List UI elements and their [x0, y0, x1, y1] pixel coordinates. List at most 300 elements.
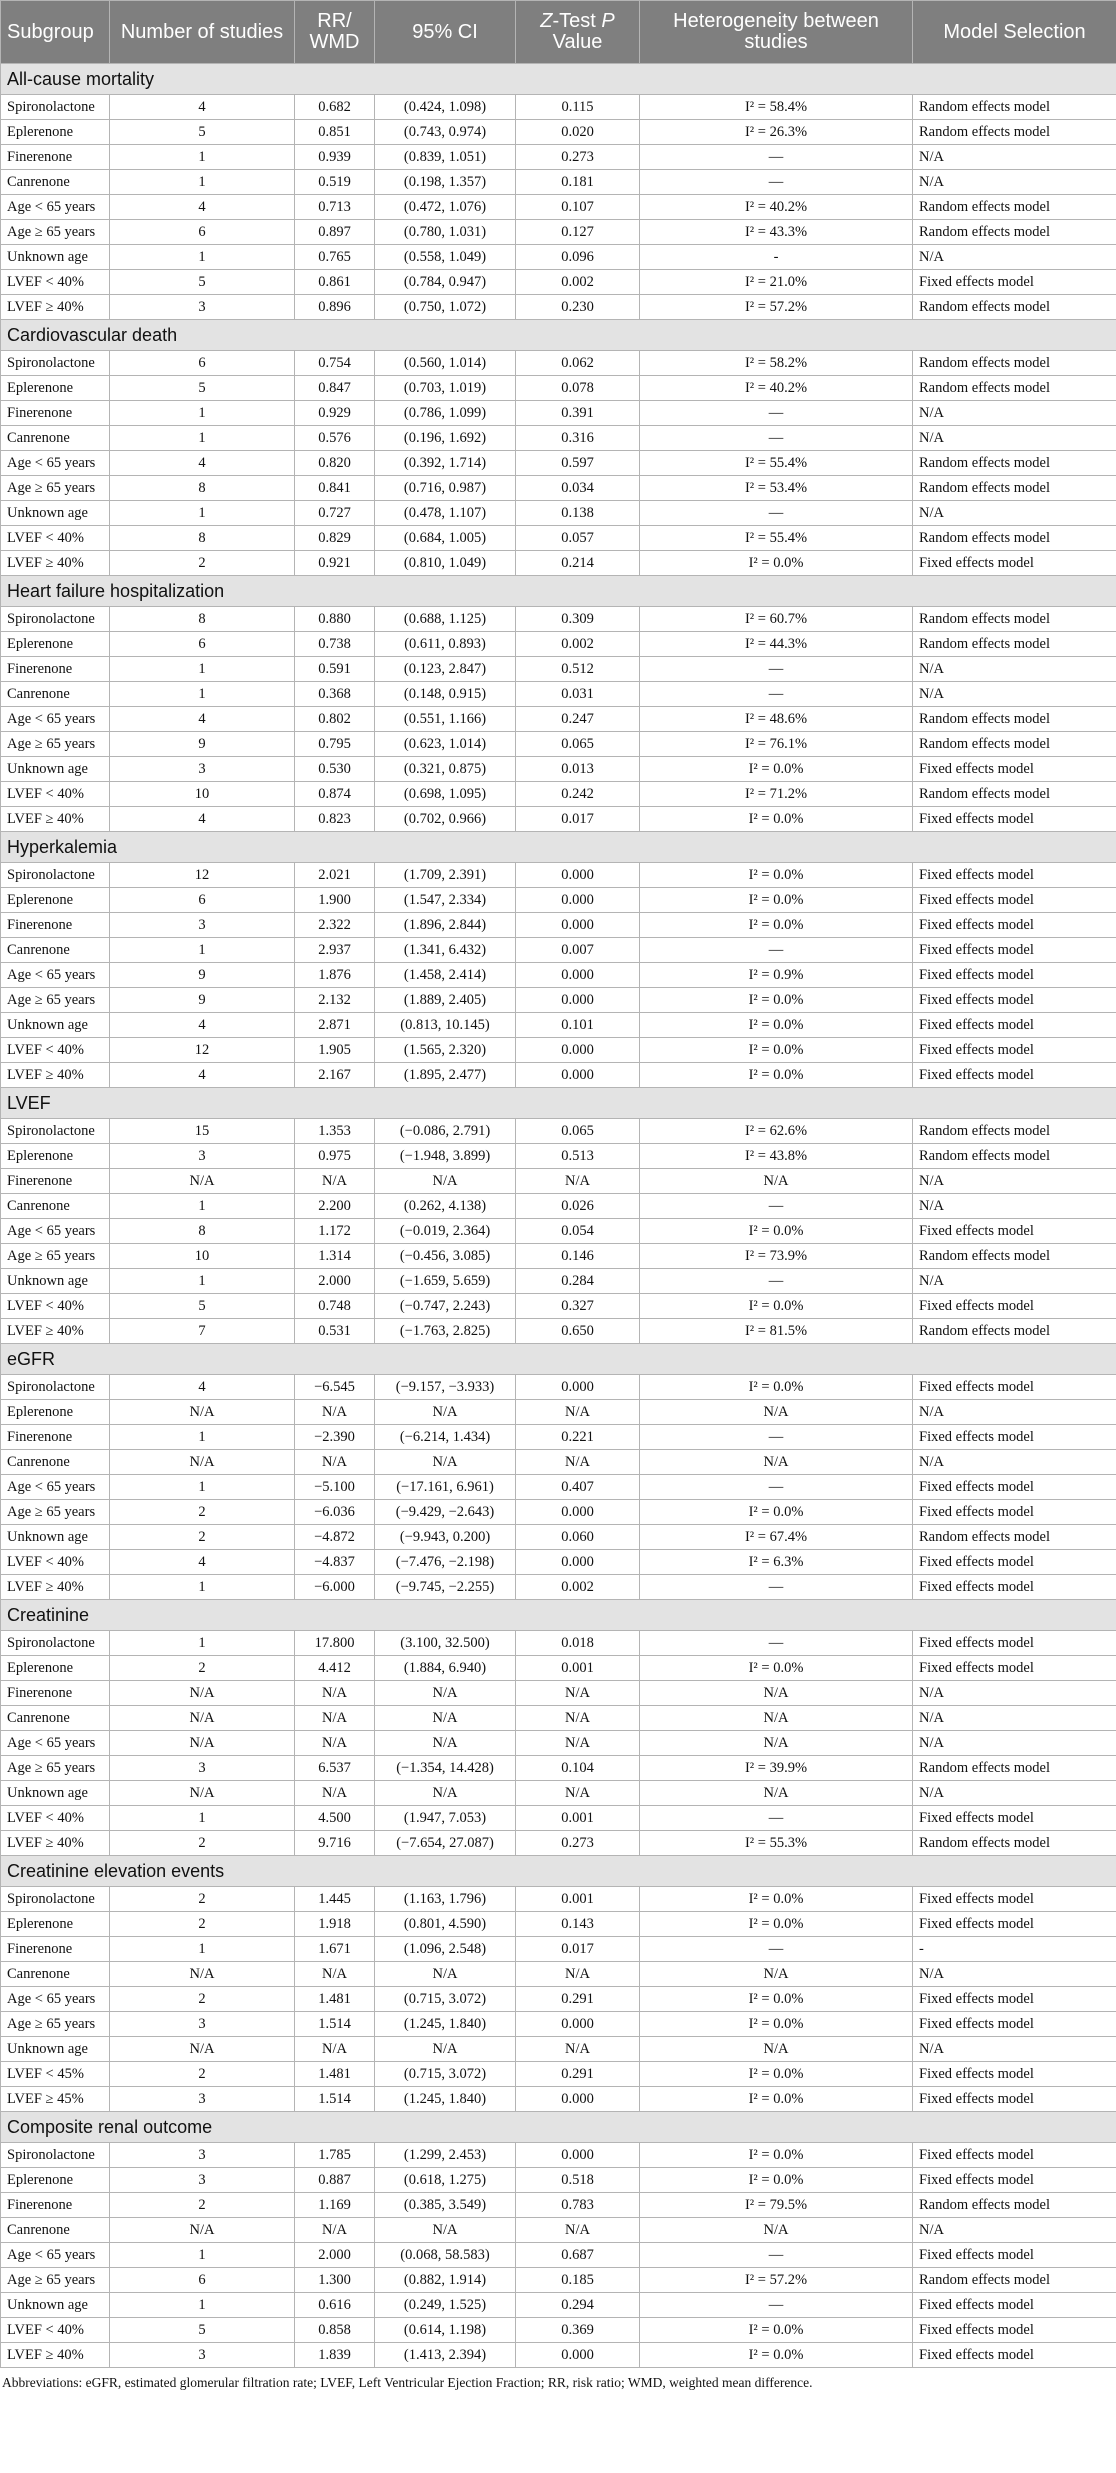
section-row-composite-renal-outcome [1, 2112, 1116, 2143]
studies-cell: 1 [110, 1937, 295, 1962]
heterogeneity-cell: — [640, 1475, 913, 1500]
model-selection-cell: Random effects model [913, 476, 1116, 501]
p-value-cell: N/A [516, 1962, 640, 1987]
ci-cell: (1.458, 2.414) [375, 963, 516, 988]
studies-cell: 1 [110, 401, 295, 426]
p-value-cell: 0.273 [516, 1831, 640, 1856]
studies-cell: 8 [110, 526, 295, 551]
table-row [1, 2218, 1116, 2243]
p-value-cell: 0.316 [516, 426, 640, 451]
subgroup-cell: Canrenone [1, 682, 110, 707]
studies-cell: 5 [110, 2318, 295, 2343]
section-title: Composite renal outcome [1, 2112, 1116, 2143]
model-selection-cell: Fixed effects model [913, 1987, 1116, 2012]
p-value-cell: N/A [516, 1169, 640, 1194]
ci-cell: (0.623, 1.014) [375, 732, 516, 757]
model-selection-cell: Fixed effects model [913, 1656, 1116, 1681]
rr-wmd-cell: 0.576 [295, 426, 375, 451]
ci-cell: (0.148, 0.915) [375, 682, 516, 707]
heterogeneity-cell: I² = 0.0% [640, 1912, 913, 1937]
studies-cell: 1 [110, 938, 295, 963]
p-value-cell: 0.000 [516, 913, 640, 938]
p-value-cell: 0.247 [516, 707, 640, 732]
ci-cell: (0.750, 1.072) [375, 295, 516, 320]
studies-cell: 1 [110, 1475, 295, 1500]
rr-wmd-cell: 0.530 [295, 757, 375, 782]
heterogeneity-cell: I² = 76.1% [640, 732, 913, 757]
rr-wmd-cell: 0.795 [295, 732, 375, 757]
section-title: All-cause mortality [1, 64, 1116, 95]
table-row [1, 1887, 1116, 1912]
rr-wmd-cell: 0.616 [295, 2293, 375, 2318]
subgroup-cell: Age ≥ 65 years [1, 2268, 110, 2293]
ci-cell: (0.618, 1.275) [375, 2168, 516, 2193]
heterogeneity-cell: I² = 43.3% [640, 220, 913, 245]
p-value-cell: 0.031 [516, 682, 640, 707]
ci-cell: (−0.747, 2.243) [375, 1294, 516, 1319]
table-row [1, 1575, 1116, 1600]
heterogeneity-cell: — [640, 2293, 913, 2318]
studies-cell: 1 [110, 426, 295, 451]
subgroup-cell: Finerenone [1, 2193, 110, 2218]
heterogeneity-cell: I² = 44.3% [640, 632, 913, 657]
table-row [1, 451, 1116, 476]
rr-wmd-cell: 2.937 [295, 938, 375, 963]
model-selection-cell: Fixed effects model [913, 988, 1116, 1013]
heterogeneity-cell: I² = 40.2% [640, 376, 913, 401]
table-row [1, 2143, 1116, 2168]
subgroup-cell: LVEF < 40% [1, 1294, 110, 1319]
rr-wmd-cell: 1.905 [295, 1038, 375, 1063]
rr-wmd-cell: −5.100 [295, 1475, 375, 1500]
subgroup-cell: LVEF ≥ 45% [1, 2087, 110, 2112]
model-selection-cell: Fixed effects model [913, 1013, 1116, 1038]
subgroup-cell: LVEF ≥ 40% [1, 551, 110, 576]
heterogeneity-cell: — [640, 401, 913, 426]
ci-cell: (1.299, 2.453) [375, 2143, 516, 2168]
subgroup-cell: LVEF ≥ 40% [1, 1831, 110, 1856]
rr-wmd-cell: N/A [295, 1962, 375, 1987]
p-value-cell: 0.000 [516, 863, 640, 888]
heterogeneity-cell: I² = 0.0% [640, 2062, 913, 2087]
table-row [1, 1063, 1116, 1088]
rr-wmd-cell: −4.837 [295, 1550, 375, 1575]
heterogeneity-cell: I² = 0.0% [640, 551, 913, 576]
model-selection-cell: Fixed effects model [913, 963, 1116, 988]
ci-cell: (1.245, 1.840) [375, 2012, 516, 2037]
model-selection-cell: Fixed effects model [913, 1038, 1116, 1063]
section-title: Creatinine [1, 1600, 1116, 1631]
ci-cell: (0.262, 4.138) [375, 1194, 516, 1219]
model-selection-cell: Random effects model [913, 1756, 1116, 1781]
table-row [1, 1987, 1116, 2012]
rr-wmd-cell: 2.000 [295, 2243, 375, 2268]
ci-cell: (3.100, 32.500) [375, 1631, 516, 1656]
ci-cell: (0.196, 1.692) [375, 426, 516, 451]
ci-cell: N/A [375, 2218, 516, 2243]
model-selection-cell: Fixed effects model [913, 270, 1116, 295]
studies-cell: 12 [110, 1038, 295, 1063]
table-row [1, 295, 1116, 320]
ci-cell: N/A [375, 1450, 516, 1475]
model-selection-cell: Random effects model [913, 195, 1116, 220]
rr-wmd-cell: −6.000 [295, 1575, 375, 1600]
rr-wmd-cell: 0.921 [295, 551, 375, 576]
studies-cell: 3 [110, 2143, 295, 2168]
model-selection-cell: N/A [913, 501, 1116, 526]
studies-cell: 4 [110, 1375, 295, 1400]
ci-cell: (1.889, 2.405) [375, 988, 516, 1013]
model-selection-cell: N/A [913, 1781, 1116, 1806]
heterogeneity-cell: I² = 26.3% [640, 120, 913, 145]
heterogeneity-cell: — [640, 1194, 913, 1219]
studies-cell: 2 [110, 1656, 295, 1681]
subgroup-cell: Age < 65 years [1, 707, 110, 732]
rr-wmd-cell: 0.368 [295, 682, 375, 707]
table-row [1, 2343, 1116, 2368]
table-row [1, 476, 1116, 501]
model-selection-cell: Random effects model [913, 376, 1116, 401]
table-row [1, 1781, 1116, 1806]
p-value-cell: 0.327 [516, 1294, 640, 1319]
model-selection-cell: Fixed effects model [913, 1631, 1116, 1656]
model-selection-cell: Fixed effects model [913, 2318, 1116, 2343]
studies-cell: 2 [110, 1831, 295, 1856]
p-value-cell: 0.001 [516, 1887, 640, 1912]
subgroup-cell: Spironolactone [1, 2143, 110, 2168]
ci-cell: (0.810, 1.049) [375, 551, 516, 576]
studies-cell: 2 [110, 1912, 295, 1937]
heterogeneity-cell: I² = 0.0% [640, 1038, 913, 1063]
model-selection-cell: Random effects model [913, 1144, 1116, 1169]
ci-cell: N/A [375, 1169, 516, 1194]
studies-cell: 4 [110, 807, 295, 832]
heterogeneity-cell: I² = 0.0% [640, 888, 913, 913]
ci-cell: N/A [375, 2037, 516, 2062]
ci-cell: (0.688, 1.125) [375, 607, 516, 632]
heterogeneity-cell: — [640, 657, 913, 682]
model-selection-cell: N/A [913, 1169, 1116, 1194]
ci-cell: (0.801, 4.590) [375, 1912, 516, 1937]
p-value-cell: 0.185 [516, 2268, 640, 2293]
studies-cell: 3 [110, 2168, 295, 2193]
studies-cell: 9 [110, 988, 295, 1013]
model-selection-cell: Random effects model [913, 1319, 1116, 1344]
studies-cell: 1 [110, 1575, 295, 1600]
studies-cell: 5 [110, 376, 295, 401]
model-selection-cell: N/A [913, 1681, 1116, 1706]
header-rr-wmd: RR/ WMD [295, 1, 375, 64]
table-row [1, 2293, 1116, 2318]
studies-cell: 10 [110, 782, 295, 807]
rr-wmd-cell: 0.591 [295, 657, 375, 682]
model-selection-cell: Fixed effects model [913, 1806, 1116, 1831]
p-value-cell: 0.000 [516, 2343, 640, 2368]
ci-cell: (−1.763, 2.825) [375, 1319, 516, 1344]
studies-cell: 15 [110, 1119, 295, 1144]
rr-wmd-cell: 2.871 [295, 1013, 375, 1038]
model-selection-cell: Fixed effects model [913, 1575, 1116, 1600]
model-selection-cell: Fixed effects model [913, 551, 1116, 576]
subgroup-cell: Age < 65 years [1, 963, 110, 988]
section-row-hyperkalemia [1, 832, 1116, 863]
subgroup-cell: Age < 65 years [1, 1987, 110, 2012]
subgroup-cell: Finerenone [1, 913, 110, 938]
p-value-cell: 0.513 [516, 1144, 640, 1169]
rr-wmd-cell: 0.727 [295, 501, 375, 526]
table-row [1, 657, 1116, 682]
subgroup-cell: Spironolactone [1, 1887, 110, 1912]
heterogeneity-cell: I² = 0.0% [640, 1294, 913, 1319]
table-row [1, 913, 1116, 938]
p-value-cell: 0.062 [516, 351, 640, 376]
ci-cell: (−1.354, 14.428) [375, 1756, 516, 1781]
p-value-cell: 0.096 [516, 245, 640, 270]
rr-wmd-cell: 0.841 [295, 476, 375, 501]
p-value-cell: 0.146 [516, 1244, 640, 1269]
studies-cell: 1 [110, 1194, 295, 1219]
studies-cell: N/A [110, 2037, 295, 2062]
studies-cell: 2 [110, 1500, 295, 1525]
table-row [1, 1400, 1116, 1425]
model-selection-cell: Fixed effects model [913, 757, 1116, 782]
studies-cell: N/A [110, 1450, 295, 1475]
rr-wmd-cell: 1.839 [295, 2343, 375, 2368]
subgroup-cell: Eplerenone [1, 1656, 110, 1681]
p-value-cell: 0.309 [516, 607, 640, 632]
table-row [1, 145, 1116, 170]
heterogeneity-cell: — [640, 1425, 913, 1450]
heterogeneity-cell: I² = 48.6% [640, 707, 913, 732]
p-value-cell: 0.138 [516, 501, 640, 526]
model-selection-cell: Fixed effects model [913, 1219, 1116, 1244]
table-row [1, 1656, 1116, 1681]
p-value-cell: 0.060 [516, 1525, 640, 1550]
table-row [1, 170, 1116, 195]
subgroup-cell: Age ≥ 65 years [1, 1500, 110, 1525]
rr-wmd-cell: 2.200 [295, 1194, 375, 1219]
model-selection-cell: N/A [913, 1450, 1116, 1475]
heterogeneity-cell: I² = 57.2% [640, 2268, 913, 2293]
subgroup-cell: Eplerenone [1, 1912, 110, 1937]
studies-cell: 2 [110, 1525, 295, 1550]
ci-cell: (−0.086, 2.791) [375, 1119, 516, 1144]
table-row [1, 757, 1116, 782]
subgroup-cell: Spironolactone [1, 863, 110, 888]
table-row [1, 2087, 1116, 2112]
table-row [1, 632, 1116, 657]
model-selection-cell: Random effects model [913, 1525, 1116, 1550]
model-selection-cell: N/A [913, 1962, 1116, 1987]
heterogeneity-cell: I² = 73.9% [640, 1244, 913, 1269]
table-row [1, 376, 1116, 401]
subgroup-cell: LVEF < 40% [1, 270, 110, 295]
table-row [1, 245, 1116, 270]
rr-wmd-cell: 0.765 [295, 245, 375, 270]
studies-cell: 7 [110, 1319, 295, 1344]
ci-cell: N/A [375, 1962, 516, 1987]
model-selection-cell: Fixed effects model [913, 938, 1116, 963]
studies-cell: 1 [110, 145, 295, 170]
model-selection-cell: N/A [913, 657, 1116, 682]
rr-wmd-cell: 0.713 [295, 195, 375, 220]
rr-wmd-cell: 4.500 [295, 1806, 375, 1831]
rr-wmd-cell: 0.874 [295, 782, 375, 807]
model-selection-cell: Fixed effects model [913, 888, 1116, 913]
table-row [1, 1450, 1116, 1475]
p-value-cell: 0.002 [516, 632, 640, 657]
table-row [1, 1244, 1116, 1269]
subgroup-cell: Age ≥ 65 years [1, 1244, 110, 1269]
model-selection-cell: Random effects model [913, 1119, 1116, 1144]
studies-cell: 8 [110, 1219, 295, 1244]
p-value-cell: 0.065 [516, 1119, 640, 1144]
subgroup-cell: Spironolactone [1, 607, 110, 632]
studies-cell: 6 [110, 632, 295, 657]
rr-wmd-cell: 1.514 [295, 2087, 375, 2112]
p-value-cell: 0.291 [516, 1987, 640, 2012]
subgroup-cell: Finerenone [1, 1937, 110, 1962]
heterogeneity-cell: I² = 0.0% [640, 1500, 913, 1525]
ci-cell: (1.895, 2.477) [375, 1063, 516, 1088]
p-value-cell: 0.512 [516, 657, 640, 682]
ci-cell: (0.560, 1.014) [375, 351, 516, 376]
heterogeneity-cell: I² = 43.8% [640, 1144, 913, 1169]
model-selection-cell: Fixed effects model [913, 2012, 1116, 2037]
heterogeneity-cell: N/A [640, 1731, 913, 1756]
subgroup-cell: Finerenone [1, 657, 110, 682]
model-selection-cell: Fixed effects model [913, 2243, 1116, 2268]
studies-cell: N/A [110, 2218, 295, 2243]
p-value-cell: 0.369 [516, 2318, 640, 2343]
subgroup-cell: Eplerenone [1, 1144, 110, 1169]
table-row [1, 888, 1116, 913]
subgroup-cell: Age < 65 years [1, 1731, 110, 1756]
p-value-cell: 0.026 [516, 1194, 640, 1219]
p-value-cell: 0.230 [516, 295, 640, 320]
ci-cell: (1.413, 2.394) [375, 2343, 516, 2368]
rr-wmd-cell: 0.531 [295, 1319, 375, 1344]
rr-wmd-cell: 0.887 [295, 2168, 375, 2193]
model-selection-cell: Random effects model [913, 732, 1116, 757]
ci-cell: (0.684, 1.005) [375, 526, 516, 551]
ci-cell: (1.565, 2.320) [375, 1038, 516, 1063]
ci-cell: (0.698, 1.095) [375, 782, 516, 807]
heterogeneity-cell: I² = 57.2% [640, 295, 913, 320]
heterogeneity-cell: N/A [640, 2037, 913, 2062]
table-row [1, 938, 1116, 963]
studies-cell: 1 [110, 1425, 295, 1450]
model-selection-cell: N/A [913, 2037, 1116, 2062]
p-value-cell: 0.000 [516, 963, 640, 988]
heterogeneity-cell: I² = 81.5% [640, 1319, 913, 1344]
table-row [1, 1013, 1116, 1038]
subgroup-cell: Eplerenone [1, 376, 110, 401]
ci-cell: (0.321, 0.875) [375, 757, 516, 782]
section-row-creatinine-elevation-events [1, 1856, 1116, 1887]
model-selection-cell: N/A [913, 1269, 1116, 1294]
ci-cell: (0.703, 1.019) [375, 376, 516, 401]
studies-cell: 8 [110, 607, 295, 632]
studies-cell: 3 [110, 2012, 295, 2037]
model-selection-cell: Fixed effects model [913, 1500, 1116, 1525]
subgroup-cell: LVEF ≥ 40% [1, 1319, 110, 1344]
p-value-cell: 0.013 [516, 757, 640, 782]
heterogeneity-cell: — [640, 938, 913, 963]
heterogeneity-cell: I² = 0.0% [640, 913, 913, 938]
table-row [1, 351, 1116, 376]
rr-wmd-cell: 1.169 [295, 2193, 375, 2218]
p-value-cell: 0.020 [516, 120, 640, 145]
studies-cell: 6 [110, 220, 295, 245]
ci-cell: (−6.214, 1.434) [375, 1425, 516, 1450]
table-row [1, 1319, 1116, 1344]
table-row [1, 2243, 1116, 2268]
p-value-cell: N/A [516, 2037, 640, 2062]
studies-cell: 1 [110, 682, 295, 707]
heterogeneity-cell: I² = 55.3% [640, 1831, 913, 1856]
subgroup-cell: Unknown age [1, 1781, 110, 1806]
subgroup-cell: Canrenone [1, 1450, 110, 1475]
table-row [1, 501, 1116, 526]
ci-cell: (1.163, 1.796) [375, 1887, 516, 1912]
subgroup-cell: Age ≥ 65 years [1, 1756, 110, 1781]
heterogeneity-cell: — [640, 1575, 913, 1600]
subgroup-cell: Spironolactone [1, 95, 110, 120]
heterogeneity-cell: I² = 55.4% [640, 451, 913, 476]
model-selection-cell: Fixed effects model [913, 1475, 1116, 1500]
ci-cell: (0.813, 10.145) [375, 1013, 516, 1038]
subgroup-cell: Eplerenone [1, 632, 110, 657]
table-row [1, 526, 1116, 551]
rr-wmd-cell: 0.847 [295, 376, 375, 401]
ci-cell: (0.068, 58.583) [375, 2243, 516, 2268]
heterogeneity-cell: I² = 0.0% [640, 2168, 913, 2193]
section-title: eGFR [1, 1344, 1116, 1375]
p-value-cell: 0.284 [516, 1269, 640, 1294]
p-value-cell: 0.000 [516, 1375, 640, 1400]
model-selection-cell: Random effects model [913, 220, 1116, 245]
header-95-ci: 95% CI [375, 1, 516, 64]
subgroup-cell: Finerenone [1, 1425, 110, 1450]
heterogeneity-cell: I² = 0.9% [640, 963, 913, 988]
subgroup-cell: Finerenone [1, 401, 110, 426]
ci-cell: (−9.943, 0.200) [375, 1525, 516, 1550]
studies-cell: 4 [110, 707, 295, 732]
ci-cell: (0.743, 0.974) [375, 120, 516, 145]
p-value-cell: 0.065 [516, 732, 640, 757]
studies-cell: 8 [110, 476, 295, 501]
rr-wmd-cell: 1.445 [295, 1887, 375, 1912]
ci-cell: (0.392, 1.714) [375, 451, 516, 476]
table-row [1, 707, 1116, 732]
model-selection-cell: Fixed effects model [913, 2062, 1116, 2087]
rr-wmd-cell: 0.858 [295, 2318, 375, 2343]
ci-cell: (1.096, 2.548) [375, 1937, 516, 1962]
studies-cell: N/A [110, 1962, 295, 1987]
model-selection-cell: Fixed effects model [913, 1425, 1116, 1450]
rr-wmd-cell: N/A [295, 1731, 375, 1756]
subgroup-cell: LVEF ≥ 40% [1, 2343, 110, 2368]
subgroup-cell: LVEF ≥ 40% [1, 295, 110, 320]
p-value-cell: 0.597 [516, 451, 640, 476]
subgroup-cell: Eplerenone [1, 120, 110, 145]
subgroup-cell: Unknown age [1, 245, 110, 270]
rr-wmd-cell: 0.519 [295, 170, 375, 195]
heterogeneity-cell: I² = 60.7% [640, 607, 913, 632]
p-value-cell: 0.017 [516, 807, 640, 832]
ci-cell: (0.786, 1.099) [375, 401, 516, 426]
